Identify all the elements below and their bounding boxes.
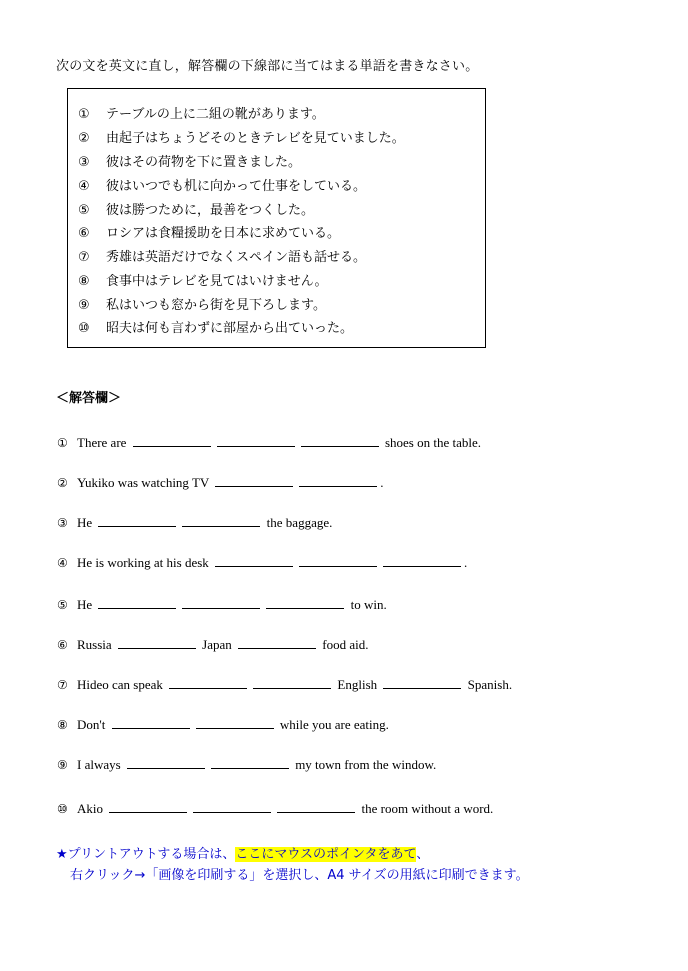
answer-row-3: ③ He the baggage.: [57, 515, 333, 530]
answer-row-5: ⑤ He to win.: [57, 597, 387, 612]
answer-blank[interactable]: [217, 434, 295, 447]
question-box: [67, 88, 486, 348]
answer-blank[interactable]: [277, 800, 355, 813]
answer-blank[interactable]: [253, 676, 331, 689]
question-4: ④ 彼はいつでも机に向かって仕事をしている。: [78, 179, 367, 194]
question-2: ② 由起子はちょうどそのときテレビを見ていました。: [78, 131, 405, 146]
print-hover-target[interactable]: ここにマウスのポインタをあて: [235, 847, 417, 862]
answer-blank[interactable]: [112, 716, 190, 729]
answer-row-7: ⑦ Hideo can speak English Spanish.: [57, 677, 513, 692]
answer-row-4: ④ He is working at his desk .: [57, 555, 468, 570]
instruction: 次の文を英文に直し，解答欄の下線部に当てはまる単語を書きなさい。: [56, 59, 479, 74]
answer-blank[interactable]: [127, 756, 205, 769]
answer-blank[interactable]: [215, 474, 293, 487]
answer-blank[interactable]: [169, 676, 247, 689]
answer-row-10: ⑩ Akio the room without a word.: [57, 801, 494, 816]
answer-blank[interactable]: [182, 596, 260, 609]
question-7: ⑦ 秀雄は英語だけでなくスペイン語も話せる。: [78, 250, 367, 265]
answer-section-title: ＜解答欄＞: [56, 391, 122, 406]
answer-row-2: ② Yukiko was watching TV .: [57, 475, 384, 490]
answer-blank[interactable]: [383, 554, 461, 567]
question-9: ⑨ 私はいつも窓から街を見下ろします。: [78, 298, 326, 313]
answer-blank[interactable]: [266, 596, 344, 609]
answer-row-6: ⑥ Russia Japan food aid.: [57, 637, 369, 652]
question-10: ⑩ 昭夫は何も言わずに部屋から出ていった。: [78, 321, 354, 336]
question-5: ⑤ 彼は勝つために，最善をつくした。: [78, 203, 315, 218]
answer-blank[interactable]: [383, 676, 461, 689]
answer-blank[interactable]: [182, 514, 260, 527]
print-note-line-2: 右クリック→「画像を印刷する」を選択し、A4 サイズの用紙に印刷できます。: [70, 868, 529, 883]
answer-blank[interactable]: [109, 800, 187, 813]
answer-blank[interactable]: [118, 636, 196, 649]
question-1: ① テーブルの上に二組の靴があります。: [78, 107, 325, 122]
answer-blank[interactable]: [196, 716, 274, 729]
answer-blank[interactable]: [98, 596, 176, 609]
answer-blank[interactable]: [299, 474, 377, 487]
answer-blank[interactable]: [301, 434, 379, 447]
answer-blank[interactable]: [238, 636, 316, 649]
answer-blank[interactable]: [299, 554, 377, 567]
answer-blank[interactable]: [133, 434, 211, 447]
answer-blank[interactable]: [193, 800, 271, 813]
answer-row-9: ⑨ I always my town from the window.: [57, 757, 437, 772]
answer-blank[interactable]: [211, 756, 289, 769]
answer-row-8: ⑧ Don't while you are eating.: [57, 717, 389, 732]
answer-blank[interactable]: [98, 514, 176, 527]
question-6: ⑥ ロシアは食糧援助を日本に求めている。: [78, 226, 341, 241]
print-note-line-1: ★プリントアウトする場合は、ここにマウスのポインタをあて、: [56, 847, 430, 862]
answer-blank[interactable]: [215, 554, 293, 567]
question-8: ⑧ 食事中はテレビを見てはいけません。: [78, 274, 328, 289]
question-3: ③ 彼はその荷物を下に置きました。: [78, 155, 302, 170]
answer-row-1: ① There are shoes on the table.: [57, 435, 481, 450]
